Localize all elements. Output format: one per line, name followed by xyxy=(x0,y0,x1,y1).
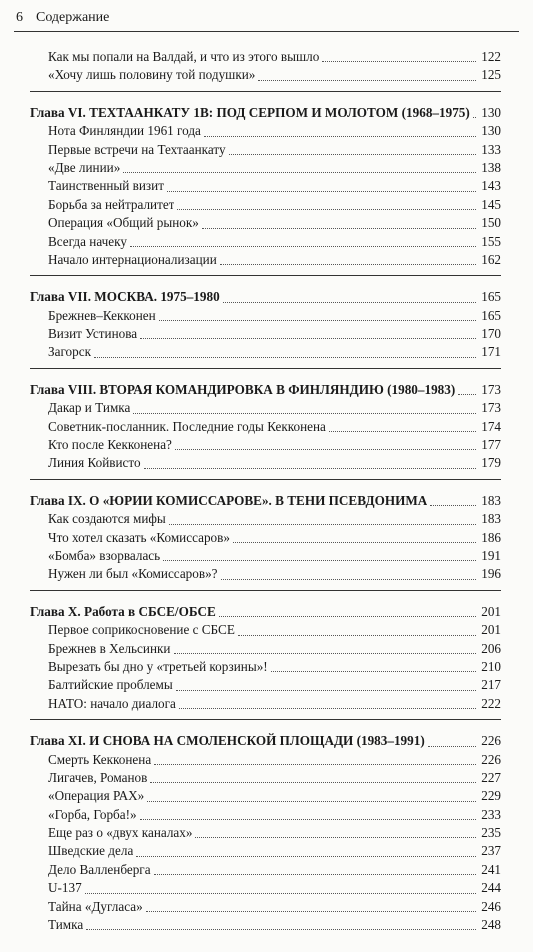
toc-entry xyxy=(30,787,501,805)
toc-entry xyxy=(30,751,501,769)
chapter-heading-page: 226 xyxy=(481,733,501,749)
toc-entry xyxy=(30,640,501,658)
dot-leader xyxy=(322,61,476,62)
dot-leader xyxy=(133,413,476,414)
toc-entry-label: Балтийские проблемы xyxy=(48,677,173,693)
chapter-heading xyxy=(30,288,501,306)
dot-leader xyxy=(150,782,476,783)
dot-leader xyxy=(329,431,476,432)
page-number: 6 xyxy=(16,10,23,25)
dot-leader xyxy=(233,542,476,543)
toc-entry-label: Что хотел сказать «Комиссаров» xyxy=(48,529,230,545)
toc-entry-label: Таинственный визит xyxy=(48,178,164,194)
toc-entry-page: 196 xyxy=(481,566,501,582)
toc-entry-label: Дакар и Тимка xyxy=(48,400,131,416)
dot-leader xyxy=(258,80,476,81)
chapter-heading-label: Глава VIII. ВТОРАЯ КОМАНДИРОВКА В ФИНЛЯНДИЮ (1980–1983) xyxy=(30,381,456,397)
toc-entry xyxy=(30,418,501,436)
dot-leader xyxy=(136,856,476,857)
toc-chapter xyxy=(30,288,501,369)
toc-chapter xyxy=(30,492,501,591)
chapter-heading-page: 183 xyxy=(481,492,501,508)
toc-entry-label: Смерть Кекконена xyxy=(48,751,152,767)
toc-entry-label: «Две линии» xyxy=(48,159,121,175)
dot-leader xyxy=(174,653,477,654)
dot-leader xyxy=(94,357,476,358)
chapter-heading-label: Глава X. Работа в СБСЕ/ОБСЕ xyxy=(30,603,216,619)
toc-entry-page: 217 xyxy=(481,677,501,693)
toc-entry xyxy=(30,898,501,916)
toc-entry xyxy=(30,861,501,879)
toc-entry xyxy=(30,141,501,159)
toc-entry-label: Вырезать бы дно у «третьей корзины»! xyxy=(48,658,268,674)
toc-chapter xyxy=(30,603,501,720)
dot-leader xyxy=(195,837,476,838)
dot-leader xyxy=(167,191,476,192)
toc-entry-page: 206 xyxy=(481,640,501,656)
toc-entry-page: 173 xyxy=(481,400,501,416)
toc-entry-page: 170 xyxy=(481,326,501,342)
toc-entry-label: Нужен ли был «Комиссаров»? xyxy=(48,566,218,582)
toc-entry xyxy=(30,307,501,325)
toc-entry-label: Тимка xyxy=(48,917,84,933)
toc-entry-page: 125 xyxy=(481,67,501,83)
toc-entry-label: Как создаются мифы xyxy=(48,511,166,527)
toc-entry xyxy=(30,879,501,897)
toc-chapter xyxy=(30,732,501,940)
dot-leader xyxy=(140,819,476,820)
toc-entry-label: U-137 xyxy=(48,880,82,896)
toc-entry xyxy=(30,547,501,565)
toc-entry-page: 133 xyxy=(481,141,501,157)
dot-leader xyxy=(221,579,476,580)
toc-entry xyxy=(30,842,501,860)
toc-entry xyxy=(30,769,501,787)
toc-entry-page: 244 xyxy=(481,880,501,896)
toc-entry-label: Борьба за нейтралитет xyxy=(48,196,175,212)
toc-chapter xyxy=(30,48,501,92)
toc-entry-label: Нота Финляндии 1961 года xyxy=(48,123,201,139)
toc-chapter xyxy=(30,104,501,277)
toc-entry-page: 227 xyxy=(481,769,501,785)
toc-entry xyxy=(30,436,501,454)
toc-entry-label: Брежнев–Кекконен xyxy=(48,307,156,323)
toc-entry xyxy=(30,214,501,232)
dot-leader xyxy=(130,246,476,247)
toc-entry xyxy=(30,325,501,343)
dot-leader xyxy=(144,468,476,469)
dot-leader xyxy=(458,394,476,395)
toc-entry-page: 174 xyxy=(481,418,501,434)
dot-leader xyxy=(179,708,476,709)
dot-leader xyxy=(220,264,476,265)
toc-entry-page: 237 xyxy=(481,843,501,859)
dot-leader xyxy=(140,338,476,339)
toc-entry xyxy=(30,824,501,842)
toc-entry-page: 177 xyxy=(481,437,501,453)
toc-entry xyxy=(30,695,501,713)
toc-entry-label: Шведские дела xyxy=(48,843,134,859)
chapter-heading-label: Глава VI. ТЕХТААНКАТУ 1В: ПОД СЕРПОМ И МОЛОТОМ (1968–1975) xyxy=(30,104,470,120)
toc-entry-label: Линия Койвисто xyxy=(48,455,141,471)
toc-entry-label: Операция «Общий рынок» xyxy=(48,215,199,231)
chapter-heading-label: Глава IX. О «ЮРИИ КОМИССАРОВЕ». В ТЕНИ ПСЕВДОНИМА xyxy=(30,492,428,508)
table-of-contents xyxy=(30,48,501,952)
dot-leader xyxy=(163,560,476,561)
dot-leader xyxy=(154,874,476,875)
toc-entry-label: Еще раз о «двух каналах» xyxy=(48,825,193,841)
dot-leader xyxy=(271,671,476,672)
toc-entry-label: Первое соприкосновение с СБСЕ xyxy=(48,622,235,638)
toc-entry-page: 150 xyxy=(481,215,501,231)
dot-leader xyxy=(154,764,476,765)
toc-entry xyxy=(30,621,501,639)
toc-entry-page: 122 xyxy=(481,49,501,64)
toc-entry-page: 201 xyxy=(481,622,501,638)
toc-entry xyxy=(30,510,501,528)
dot-leader xyxy=(123,172,476,173)
chapter-heading xyxy=(30,492,501,510)
toc-entry-label: «Хочу лишь половину той подушки» xyxy=(48,67,256,83)
toc-entry-page: 248 xyxy=(481,917,501,933)
chapter-heading-page: 173 xyxy=(481,381,501,397)
toc-entry-label: «Горба, Горба!» xyxy=(48,806,137,822)
toc-entry-label: Как мы попали на Валдай, и что из этого вышло xyxy=(48,49,320,64)
toc-entry-page: 138 xyxy=(481,159,501,175)
toc-entry xyxy=(30,196,501,214)
toc-entry-label: Загорск xyxy=(48,344,91,360)
toc-entry xyxy=(30,233,501,251)
dot-leader xyxy=(85,893,476,894)
toc-entry xyxy=(30,529,501,547)
chapter-heading xyxy=(30,381,501,399)
dot-leader xyxy=(175,449,476,450)
dot-leader xyxy=(147,801,476,802)
toc-entry-page: 162 xyxy=(481,251,501,267)
dot-leader xyxy=(146,911,476,912)
toc-entry xyxy=(30,177,501,195)
dot-leader xyxy=(223,302,476,303)
toc-entry-page: 246 xyxy=(481,898,501,914)
dot-leader xyxy=(177,209,476,210)
toc-entry-page: 186 xyxy=(481,529,501,545)
toc-entry-page: 171 xyxy=(481,344,501,360)
chapter-heading xyxy=(30,732,501,750)
toc-entry-page: 241 xyxy=(481,861,501,877)
chapter-heading xyxy=(30,603,501,621)
toc-entry-page: 229 xyxy=(481,788,501,804)
toc-entry-page: 210 xyxy=(481,658,501,674)
toc-entry-label: Первые встречи на Техтаанкату xyxy=(48,141,226,157)
dot-leader xyxy=(229,154,476,155)
chapter-heading xyxy=(30,104,501,122)
toc-entry xyxy=(30,399,501,417)
toc-entry-label: Дело Валленберга xyxy=(48,861,151,877)
toc-entry-label: НАТО: начало диалога xyxy=(48,695,176,711)
dot-leader xyxy=(428,746,476,747)
toc-entry-page: 222 xyxy=(481,695,501,711)
toc-entry-label: Лигачев, Романов xyxy=(48,769,148,785)
toc-entry-label: Начало интернационализации xyxy=(48,251,217,267)
dot-leader xyxy=(204,136,476,137)
toc-entry-page: 183 xyxy=(481,511,501,527)
chapter-heading-page: 201 xyxy=(481,603,501,619)
toc-entry-page: 179 xyxy=(481,455,501,471)
toc-entry-label: «Бомба» взорвалась xyxy=(48,547,161,563)
toc-entry-label: Всегда начеку xyxy=(48,233,127,249)
dot-leader xyxy=(176,690,476,691)
toc-entry-page: 233 xyxy=(481,806,501,822)
dot-leader xyxy=(169,524,476,525)
toc-entry xyxy=(30,658,501,676)
dot-leader xyxy=(159,320,476,321)
toc-entry-page: 155 xyxy=(481,233,501,249)
toc-entry-label: Кто после Кекконена? xyxy=(48,437,172,453)
toc-entry-page: 191 xyxy=(481,547,501,563)
dot-leader xyxy=(86,929,476,930)
toc-entry xyxy=(30,454,501,472)
toc-entry xyxy=(30,122,501,140)
chapter-heading-label: Глава XI. И СНОВА НА СМОЛЕНСКОЙ ПЛОЩАДИ (1983–1991) xyxy=(30,733,425,749)
toc-entry-page: 165 xyxy=(481,307,501,323)
chapter-heading-label: Глава VII. МОСКВА. 1975–1980 xyxy=(30,289,220,305)
toc-entry xyxy=(30,159,501,177)
toc-entry-label: Тайна «Дугласа» xyxy=(48,898,143,914)
toc-entry-page: 130 xyxy=(481,123,501,139)
dot-leader xyxy=(473,117,476,118)
dot-leader xyxy=(219,616,476,617)
chapter-heading-page: 165 xyxy=(481,289,501,305)
running-header xyxy=(14,9,519,32)
chapter-heading-page: 130 xyxy=(481,104,501,120)
toc-entry xyxy=(30,806,501,824)
toc-entry xyxy=(30,251,501,269)
toc-entry-label: Визит Устинова xyxy=(48,326,138,342)
toc-entry-page: 235 xyxy=(481,825,501,841)
header-title: Содержание xyxy=(36,10,110,25)
toc-entry xyxy=(30,343,501,361)
toc-chapter xyxy=(30,381,501,480)
dot-leader xyxy=(202,228,476,229)
toc-entry xyxy=(30,916,501,934)
toc-entry xyxy=(30,676,501,694)
toc-entry xyxy=(30,66,501,84)
dot-leader xyxy=(238,635,476,636)
toc-entry-page: 145 xyxy=(481,196,501,212)
dot-leader xyxy=(430,505,476,506)
toc-entry-label: Советник-посланник. Последние годы Кекконена xyxy=(48,418,326,434)
toc-entry-label: «Операция РАХ» xyxy=(48,788,145,804)
toc-entry-page: 226 xyxy=(481,751,501,767)
toc-entry xyxy=(30,565,501,583)
toc-entry-page: 143 xyxy=(481,178,501,194)
toc-entry xyxy=(30,48,501,66)
toc-entry-label: Брежнев в Хельсинки xyxy=(48,640,171,656)
